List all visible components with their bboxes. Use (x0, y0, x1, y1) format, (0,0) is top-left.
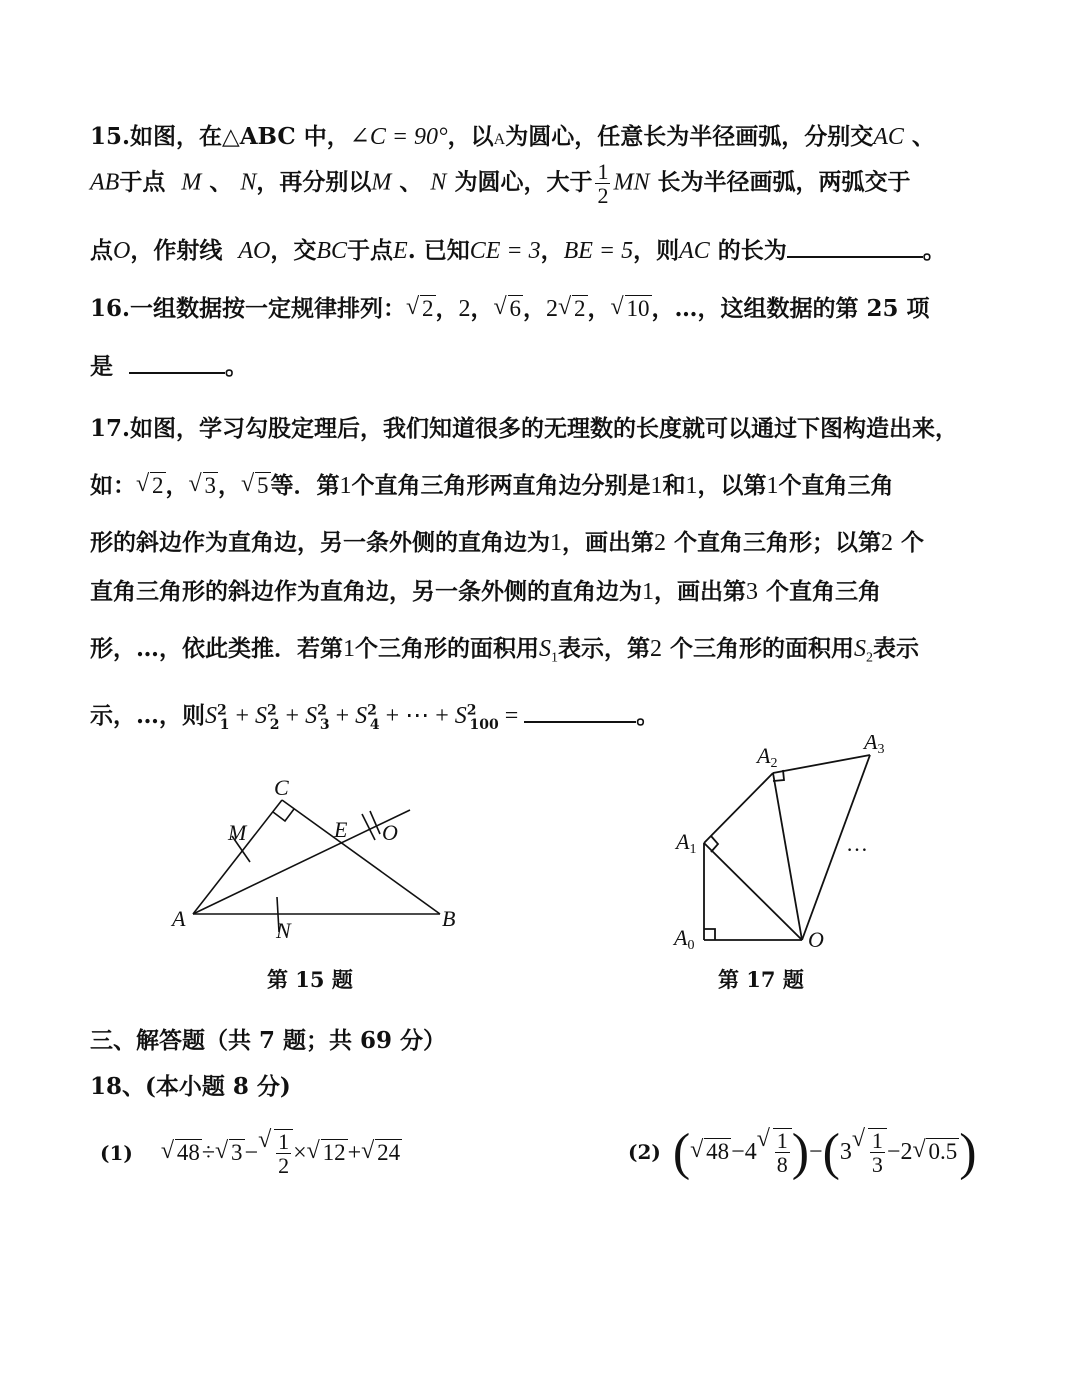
figure-15-caption: 第 15 题 (267, 967, 353, 992)
segment-A2-A3 (773, 755, 870, 773)
label-O: O (382, 820, 398, 845)
label-A1: A1 (676, 829, 697, 857)
label-N: N (276, 918, 291, 943)
section-title: 三、解答题（共 7 题；共 69 分） (90, 1027, 447, 1054)
q15-line-1: 15.如图，在△ABC 中，∠C = 90°，以A为圆心，任意长为半径画弧，分别交AC 、 (90, 123, 935, 150)
label-O: O (808, 927, 824, 952)
label-B: B (442, 906, 456, 931)
ray-AO (193, 810, 410, 914)
figure-17-caption: 第 17 题 (718, 967, 804, 992)
q18-part-1: (1) √ 48 ÷ √ 3 − √ $\frac{1}{2}$ × √ 12 + √ 24 (100, 1118, 402, 1188)
answer-blank-17[interactable] (524, 699, 636, 723)
label-M: M (228, 820, 247, 845)
q17-line-3: 形的斜边作为直角边，另一条外侧的直角边为1，画出第2 个直角三角形；以第2 个 (90, 529, 925, 556)
label-C: C (274, 775, 289, 800)
label-A2: A2 (757, 743, 778, 771)
label-A: A (172, 906, 186, 931)
q17-line-2: 如：√ 2，√ 3，√ 5等．第1个直角三角形两直角边分别是1和1，以第1个直角三角 (90, 467, 894, 500)
segment-AC (193, 800, 282, 914)
q17-line-1: 17.如图，学习勾股定理后，我们知道很多的无理数的长度就可以通过下图构造出来， (90, 415, 959, 442)
segment-CB (282, 800, 440, 914)
arc-mark-O2 (370, 811, 380, 834)
segment-A1-A2 (704, 773, 773, 843)
right-angle-mark-A1 (711, 836, 718, 852)
figure-17 (660, 735, 920, 955)
q18-part-2: (2) ( √ 48 − 4 √ $\frac{1}{8}$ ) − ( 3 √ $\frac{1}{3}$ − 2 √ 0.5 ) (628, 1112, 977, 1192)
q16-line-1: 16.一组数据按一定规律排列：√ 2，2，√ 6，2√ 2，√ 10，…，这组数据的第 25 项 (90, 290, 930, 323)
q17-line-5: 形，…，依此类推．若第1个三角形的面积用$S_1$表示，第2 个三角形的面积用$S_2$表示 (90, 635, 920, 666)
q18-heading: 18、(本小题 8 分) (90, 1073, 291, 1100)
fraction-one-half: $\frac{1}{2}$ (597, 159, 609, 209)
answer-blank-16[interactable] (129, 350, 225, 374)
q15-line-2: AB于点 M 、 N，再分别以M 、 N 为圆心，大于 $\frac{1}{2}$ MN 长为半径画弧，两弧交于 (90, 159, 911, 209)
figure-15 (160, 770, 480, 950)
q16-line-2: 是 。 (90, 348, 248, 381)
ellipsis: … (846, 831, 868, 856)
right-angle-mark-A0 (704, 929, 715, 940)
q17-line-6: 示，…，则$S^2_1 + S^2_2 + S^2_3 + S^2_4$ + ⋯ + $S^2_{100}$ = 。 (90, 697, 659, 733)
right-angle-mark-C (273, 809, 294, 821)
label-A3: A3 (864, 735, 885, 757)
label-E: E (334, 817, 348, 842)
q15-line-3: 点O，作射线 AO，交BC于点E. 已知CE = 3，BE = 5，则AC 的长为 。 (90, 232, 946, 265)
label-A0: A0 (674, 925, 695, 953)
answer-blank-15[interactable] (787, 234, 923, 258)
q17-line-4: 直角三角形的斜边作为直角边，另一条外侧的直角边为1，画出第3 个直角三角 (90, 578, 882, 605)
